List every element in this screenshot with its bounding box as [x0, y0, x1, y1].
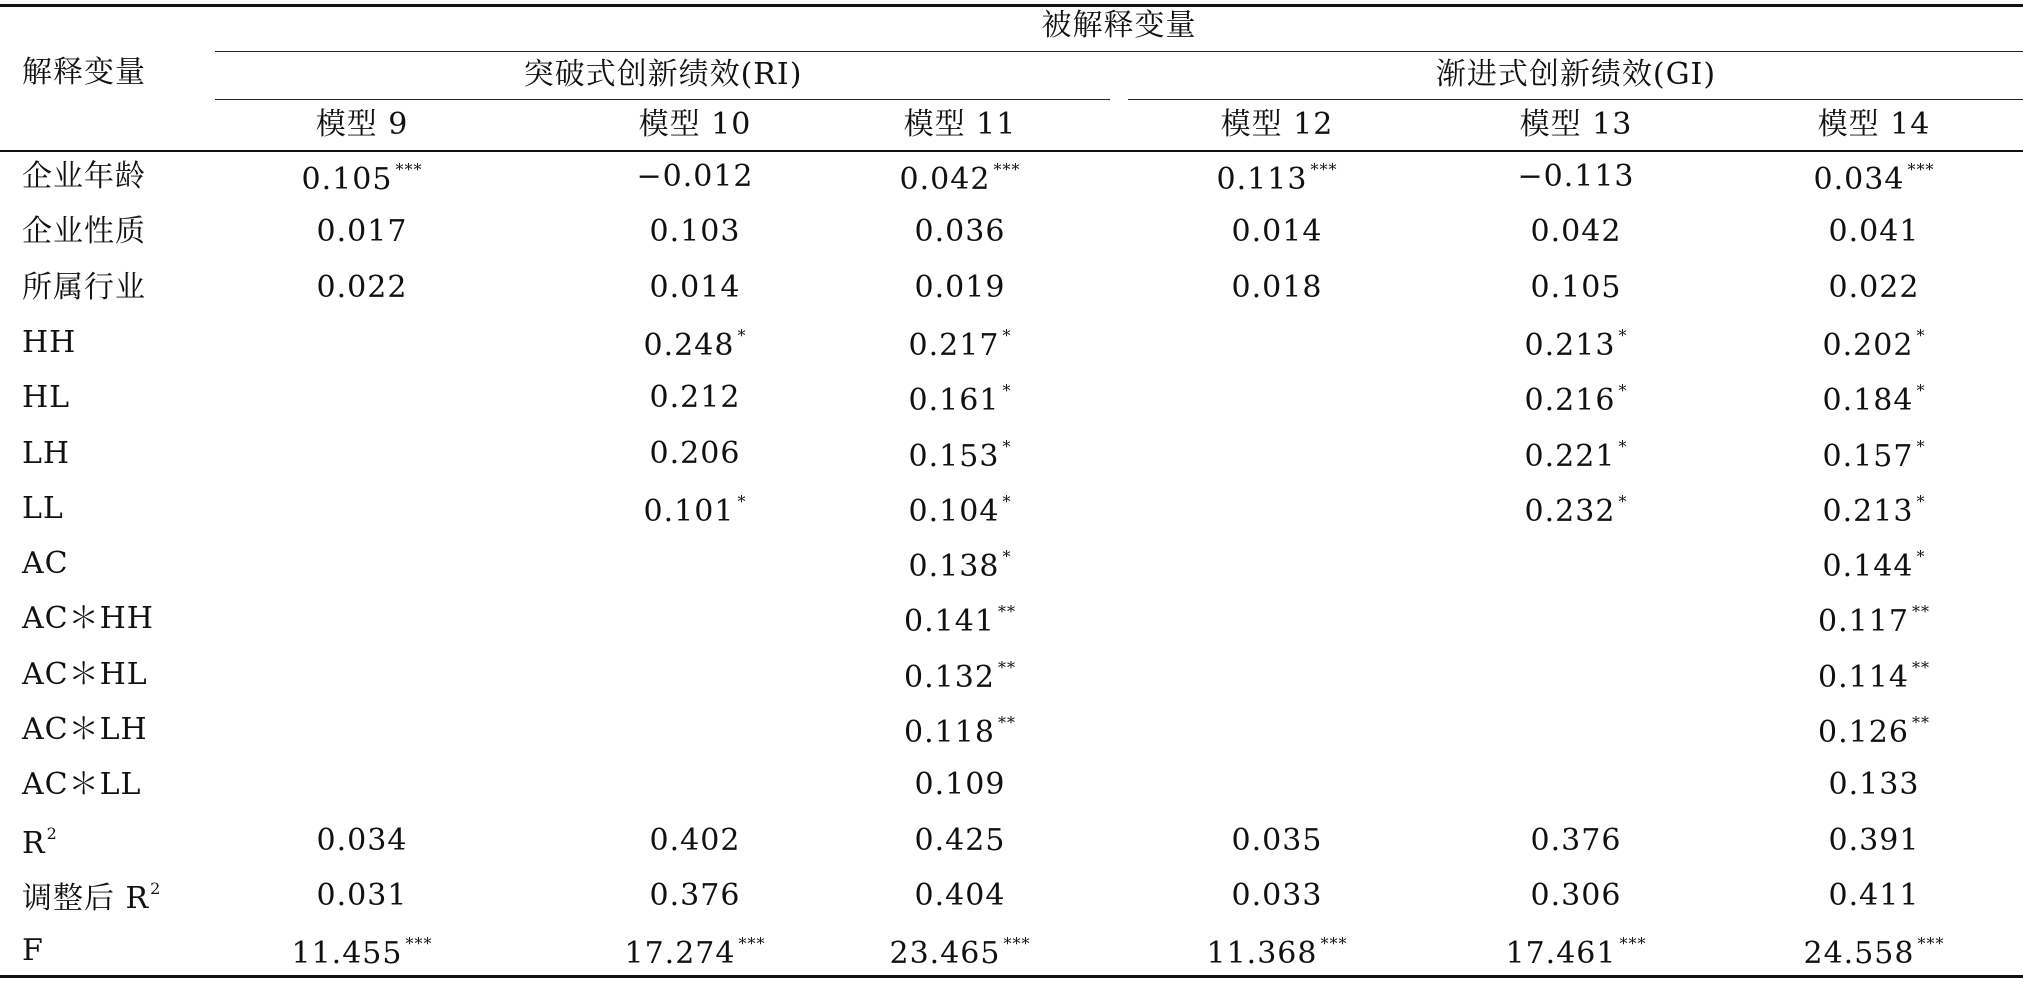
row-label: [22, 601, 154, 636]
row-label-superscript: 2: [150, 879, 162, 898]
cell-value: 0.042: [1530, 214, 1622, 249]
cell-value: 0.105: [1530, 270, 1622, 305]
significance-marker: *: [1618, 381, 1628, 400]
cell-value: 0.014: [649, 270, 741, 305]
table-cell: [316, 214, 408, 249]
cell-value: 0.101: [643, 494, 735, 529]
table-cell: [890, 936, 1031, 969]
table-cell: [914, 270, 1006, 305]
cell-value: 0.031: [316, 878, 408, 913]
cell-value: 0.022: [1828, 270, 1920, 305]
significance-marker: *: [1916, 547, 1926, 566]
cell-value: −0.113: [1517, 159, 1635, 194]
explained-variable-header: 被解释变量: [1041, 8, 1197, 43]
table-cell: [904, 660, 1016, 693]
table-cell: [644, 328, 747, 361]
table-cell: [909, 383, 1012, 416]
row-label-text: 企业性质: [22, 214, 146, 249]
cell-value: 23.465: [889, 936, 1001, 971]
cell-value: 0.022: [316, 270, 408, 305]
significance-marker: *: [1618, 437, 1628, 456]
row-label: [22, 933, 44, 968]
row-label: [22, 214, 146, 249]
table-cell: [909, 439, 1012, 472]
cell-value: 11.455: [291, 936, 403, 971]
significance-marker: *: [1002, 326, 1012, 345]
group-header-ri: 突破式创新绩效(RI): [523, 57, 803, 92]
cell-value: 0.232: [1524, 494, 1616, 529]
table-cell: [1525, 383, 1628, 416]
table-cell: [914, 767, 1006, 802]
row-label: [22, 657, 148, 692]
table-cell: [1804, 936, 1945, 969]
table-cell: [1231, 823, 1323, 858]
row-label: [22, 159, 146, 194]
cell-value: 17.274: [624, 936, 736, 971]
table-cell: [1823, 439, 1926, 472]
cell-value: 17.461: [1505, 936, 1617, 971]
row-label-text: 调整后 R: [22, 881, 150, 916]
table-cell: [316, 270, 408, 305]
significance-marker: *: [1916, 492, 1926, 511]
table-cell: [1818, 715, 1930, 748]
cell-value: 0.213: [1822, 494, 1914, 529]
table-cell: [636, 159, 754, 194]
significance-marker: **: [1911, 658, 1930, 677]
table-cell: [909, 328, 1012, 361]
table-cell: [1823, 494, 1926, 527]
cell-value: 0.202: [1822, 328, 1914, 363]
cell-value: 0.425: [914, 823, 1006, 858]
table-cell: [1525, 494, 1628, 527]
table-top-rule: [0, 4, 2023, 7]
cell-value: 0.411: [1828, 878, 1920, 913]
significance-marker: **: [997, 602, 1016, 621]
cell-value: 0.041: [1828, 214, 1920, 249]
cell-value: 0.221: [1524, 439, 1616, 474]
row-label-text: F: [22, 933, 44, 968]
table-cell: [1814, 162, 1935, 195]
significance-marker: *: [1916, 381, 1926, 400]
table-cell: [1231, 270, 1323, 305]
significance-marker: *: [1916, 437, 1926, 456]
row-label: [22, 436, 71, 471]
significance-marker: *: [737, 492, 747, 511]
cell-value: 0.033: [1231, 878, 1323, 913]
cell-value: 0.144: [1822, 549, 1914, 584]
table-cell: [904, 715, 1016, 748]
model-header: 模型 14: [1817, 107, 1931, 142]
cell-value: 0.034: [1813, 162, 1905, 197]
significance-marker: **: [997, 658, 1016, 677]
row-label-text: LH: [22, 436, 71, 471]
cell-value: 0.391: [1828, 823, 1920, 858]
table-cell: [1231, 878, 1323, 913]
cell-value: 0.248: [643, 328, 735, 363]
cell-value: 0.034: [316, 823, 408, 858]
cell-value: 0.019: [914, 270, 1006, 305]
significance-marker: *: [1002, 381, 1012, 400]
group-header-gi: 渐进式创新绩效(GI): [1435, 57, 1717, 92]
row-label: [22, 767, 142, 802]
cell-value: 0.212: [649, 380, 741, 415]
table-cell: [1525, 439, 1628, 472]
row-label-text: 所属行业: [22, 270, 146, 305]
table-cell: [1828, 767, 1920, 802]
cell-value: 0.138: [908, 549, 1000, 584]
significance-marker: **: [1911, 602, 1930, 621]
significance-marker: ***: [395, 160, 423, 179]
model-header: 模型 12: [1220, 107, 1334, 142]
cell-value: 0.161: [908, 383, 1000, 418]
table-cell: [1530, 270, 1622, 305]
row-label-text: AC＊HL: [22, 657, 148, 692]
row-label: [22, 546, 69, 581]
cell-value: 0.216: [1524, 383, 1616, 418]
table-cell: [1207, 936, 1348, 969]
table-cell: [649, 380, 741, 415]
cell-value: 0.157: [1822, 439, 1914, 474]
cell-value: 0.118: [904, 715, 995, 750]
table-cell: [1823, 383, 1926, 416]
cell-value: 0.113: [1216, 162, 1308, 197]
table-cell: [904, 604, 1016, 637]
row-label: [22, 270, 146, 305]
cell-value: 0.035: [1231, 823, 1323, 858]
table-cell: [1517, 159, 1635, 194]
significance-marker: *: [737, 326, 747, 345]
table-cell: [1530, 823, 1622, 858]
header-bottom-rule: [0, 150, 2023, 152]
group-ri-rule: [215, 99, 1110, 100]
significance-marker: *: [1618, 492, 1628, 511]
table-cell: [1231, 214, 1323, 249]
table-cell: [914, 214, 1006, 249]
table-cell: [909, 549, 1012, 582]
significance-marker: ***: [1003, 934, 1031, 953]
table-cell: [649, 270, 741, 305]
table-cell: [1506, 936, 1647, 969]
table-cell: [1828, 214, 1920, 249]
significance-marker: ***: [1917, 934, 1945, 953]
cell-value: 0.404: [914, 878, 1006, 913]
cell-value: 0.114: [1818, 660, 1909, 695]
row-label-text: AC＊HH: [22, 601, 154, 636]
cell-value: 0.109: [914, 767, 1006, 802]
cell-value: 0.103: [649, 214, 741, 249]
row-label: [22, 491, 64, 526]
cell-value: 0.036: [914, 214, 1006, 249]
model-header: 模型 13: [1519, 107, 1633, 142]
significance-marker: *: [1618, 326, 1628, 345]
row-label-text: HH: [22, 325, 77, 360]
significance-marker: ***: [1320, 934, 1348, 953]
cell-value: 0.105: [301, 162, 393, 197]
table-cell: [1217, 162, 1338, 195]
explained-span-rule: [215, 51, 2023, 52]
cell-value: 0.153: [908, 439, 1000, 474]
cell-value: 0.206: [649, 436, 741, 471]
table-bottom-rule: [0, 975, 2023, 978]
cell-value: 0.014: [1231, 214, 1323, 249]
table-cell: [1530, 214, 1622, 249]
table-cell: [1818, 660, 1930, 693]
cell-value: 0.104: [908, 494, 1000, 529]
table-cell: [316, 823, 408, 858]
table-cell: [1828, 270, 1920, 305]
row-label: [22, 380, 71, 415]
cell-value: 0.213: [1524, 328, 1616, 363]
table-cell: [914, 878, 1006, 913]
significance-marker: ***: [993, 160, 1021, 179]
row-label-text: AC: [22, 546, 69, 581]
table-cell: [649, 823, 741, 858]
cell-value: 0.184: [1822, 383, 1914, 418]
cell-value: 0.402: [649, 823, 741, 858]
table-cell: [302, 162, 423, 195]
cell-value: 0.376: [1530, 823, 1622, 858]
group-gi-rule: [1128, 99, 2023, 100]
table-cell: [1525, 328, 1628, 361]
cell-value: 0.042: [899, 162, 991, 197]
cell-value: 0.141: [904, 604, 995, 639]
model-header: 模型 11: [903, 107, 1017, 142]
table-cell: [900, 162, 1021, 195]
cell-value: 0.133: [1828, 767, 1920, 802]
table-cell: [914, 823, 1006, 858]
significance-marker: *: [1002, 437, 1012, 456]
row-label-text: AC＊LH: [22, 712, 148, 747]
table-cell: [644, 494, 747, 527]
significance-marker: ***: [738, 934, 766, 953]
significance-marker: **: [997, 713, 1016, 732]
significance-marker: ***: [405, 934, 433, 953]
table-cell: [292, 936, 433, 969]
explanatory-variable-header: 解释变量: [22, 55, 146, 90]
cell-value: 0.117: [1818, 604, 1909, 639]
row-label-text: AC＊LL: [22, 767, 142, 802]
table-cell: [1828, 823, 1920, 858]
significance-marker: ***: [1310, 160, 1338, 179]
row-label: [22, 712, 148, 747]
model-header: 模型 10: [638, 107, 752, 142]
cell-value: −0.012: [636, 159, 754, 194]
cell-value: 0.217: [908, 328, 1000, 363]
cell-value: 0.376: [649, 878, 741, 913]
row-label: [22, 325, 77, 360]
table-cell: [316, 878, 408, 913]
table-cell: [1818, 604, 1930, 637]
significance-marker: *: [1002, 547, 1012, 566]
cell-value: 0.017: [316, 214, 408, 249]
table-cell: [649, 436, 741, 471]
row-label-superscript: 2: [46, 824, 58, 843]
table-cell: [1530, 878, 1622, 913]
cell-value: 0.018: [1231, 270, 1323, 305]
cell-value: 24.558: [1803, 936, 1915, 971]
row-label: [22, 881, 161, 914]
table-cell: [1823, 549, 1926, 582]
table-cell: [649, 214, 741, 249]
significance-marker: **: [1911, 713, 1930, 732]
cell-value: 0.132: [904, 660, 995, 695]
table-cell: [1823, 328, 1926, 361]
table-cell: [625, 936, 766, 969]
table-cell: [649, 878, 741, 913]
cell-value: 0.126: [1818, 715, 1909, 750]
significance-marker: ***: [1619, 934, 1647, 953]
significance-marker: *: [1916, 326, 1926, 345]
row-label-text: 企业年龄: [22, 159, 146, 194]
cell-value: 0.306: [1530, 878, 1622, 913]
table-cell: [1828, 878, 1920, 913]
row-label-text: HL: [22, 380, 71, 415]
table-cell: [909, 494, 1012, 527]
row-label-text: LL: [22, 491, 64, 526]
significance-marker: *: [1002, 492, 1012, 511]
significance-marker: ***: [1907, 160, 1935, 179]
cell-value: 11.368: [1206, 936, 1318, 971]
row-label-text: R: [22, 826, 46, 861]
row-label: [22, 826, 58, 859]
model-header: 模型 9: [315, 107, 409, 142]
